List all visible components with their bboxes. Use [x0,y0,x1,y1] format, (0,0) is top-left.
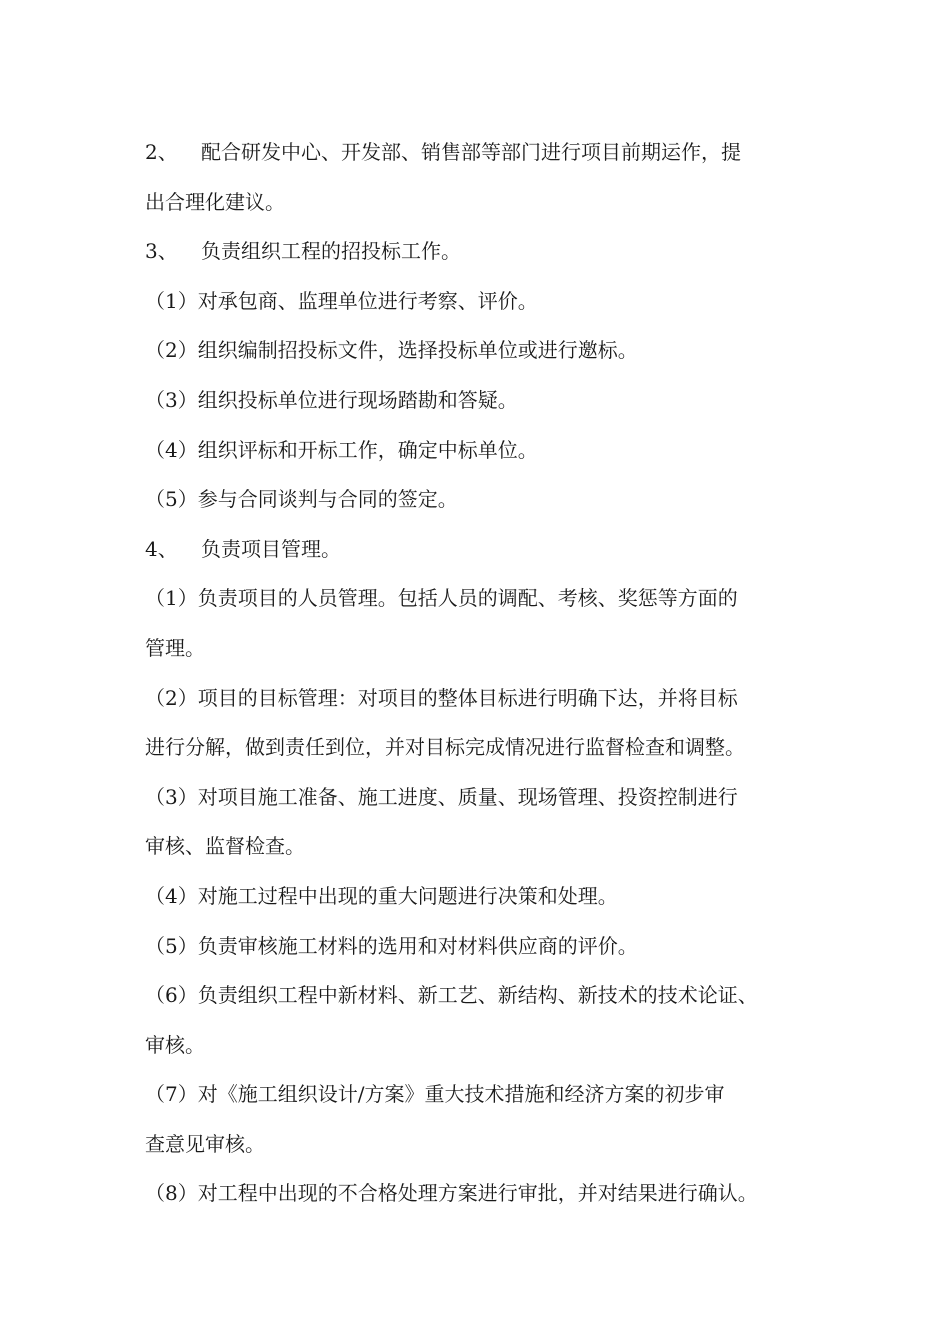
item-2-line-1 [145,135,835,185]
item-2-line-2 [145,185,835,235]
item-number: 3、 [145,239,178,264]
item-number: 4、 [145,536,178,561]
item-4-sub-3-line-2 [145,829,835,879]
line-text: （6）负责组织工程中新材料、新工艺、新结构、新技术的技术论证、 [145,983,758,1008]
item-4-sub-1-line-2 [145,631,835,681]
line-text: （3）对项目施工准备、施工进度、质量、现场管理、投资控制进行 [145,784,738,809]
item-4-sub-6-line-1 [145,978,835,1028]
line-text: （2）组织编制招投标文件，选择投标单位或进行邀标。 [145,338,638,363]
line-text: （2）项目的目标管理：对项目的整体目标进行明确下达，并将目标 [145,685,738,710]
line-text: 审核。 [145,1032,205,1057]
item-4-sub-5 [145,929,835,979]
line-text: （8）对工程中出现的不合格处理方案进行审批，并对结果进行确认。 [145,1181,758,1206]
line-text: （4）对施工过程中出现的重大问题进行决策和处理。 [145,883,618,908]
item-4-sub-3-line-1 [145,780,835,830]
item-4-sub-6-line-2 [145,1028,835,1078]
item-4-sub-7-line-1 [145,1077,835,1127]
line-text: 查意见审核。 [145,1131,265,1156]
line-text: （3）组织投标单位进行现场踏勘和答疑。 [145,387,518,412]
line-text: 管理。 [145,635,205,660]
line-text: （4）组织评标和开标工作，确定中标单位。 [145,437,538,462]
item-3-sub-2 [145,333,835,383]
item-3-sub-5 [145,482,835,532]
line-text: 负责项目管理。 [201,536,341,561]
line-text: （5）参与合同谈判与合同的签定。 [145,487,458,512]
line-text: 配合研发中心、开发部、销售部等部门进行项目前期运作，提 [201,140,741,164]
item-4-sub-7-line-2 [145,1127,835,1177]
item-4-sub-2-line-2 [145,730,835,780]
item-3-sub-4 [145,433,835,483]
line-text: 负责组织工程的招投标工作。 [201,239,461,264]
line-text: （5）负责审核施工材料的选用和对材料供应商的评价。 [145,933,638,958]
item-4-sub-8 [145,1176,835,1226]
line-text: （1）对承包商、监理单位进行考察、评价。 [145,288,538,313]
item-3-sub-3 [145,383,835,433]
item-4-sub-4 [145,879,835,929]
line-text: 进行分解，做到责任到位，并对目标完成情况进行监督检查和调整。 [145,735,745,760]
line-text: （1）负责项目的人员管理。包括人员的调配、考核、奖惩等方面的 [145,586,738,611]
item-3-heading [145,234,835,284]
item-4-sub-2-line-1 [145,681,835,731]
item-4-heading [145,532,835,582]
line-text: （7）对《施工组织设计/方案》重大技术措施和经济方案的初步审 [145,1082,725,1107]
line-text: 出合理化建议。 [145,189,285,214]
item-4-sub-1-line-1 [145,581,835,631]
document-body [145,135,835,1226]
line-text: 审核、监督检查。 [145,834,305,859]
item-number: 2、 [145,140,178,164]
item-3-sub-1 [145,284,835,334]
